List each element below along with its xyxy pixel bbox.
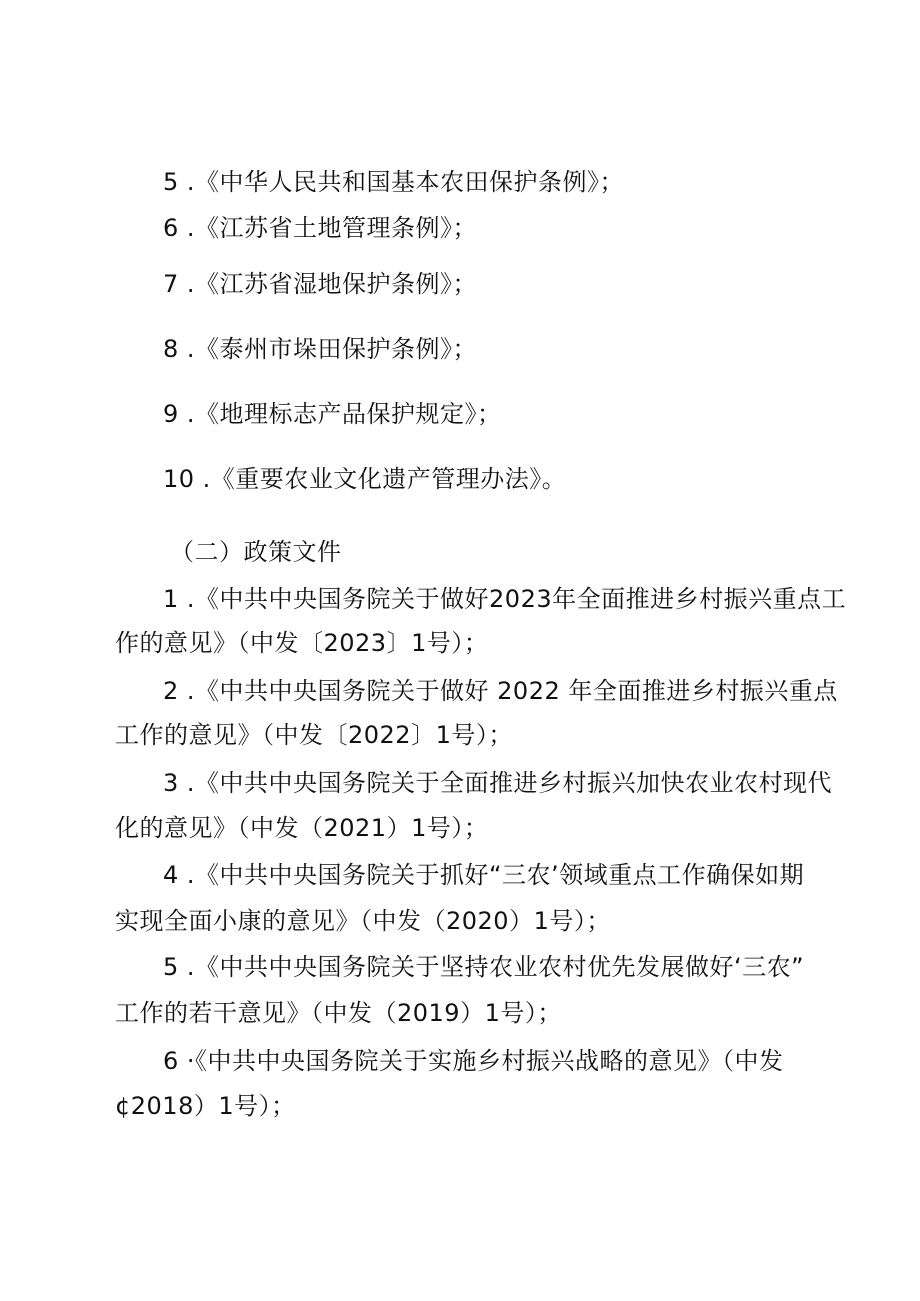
regulation-item-7: 7 .《江苏省湿地保护条例》； bbox=[163, 270, 478, 298]
policy-item-1-line-1: 1 .《中共中央国务院关于做好2023年全面推进乡村振兴重点工 bbox=[163, 585, 847, 613]
policy-item-5-line-2: 工作的若干意见》（中发（2019）1号）； bbox=[115, 999, 562, 1027]
regulation-item-9: 9 .《地理标志产品保护规定》； bbox=[163, 400, 502, 428]
section-heading: （二）政策文件 bbox=[170, 538, 342, 566]
policy-item-3-line-2: 化的意见》（中发（2021）1号）； bbox=[115, 814, 489, 842]
policy-item-4-line-2: 实现全面小康的意见》（中发（2020）1号）； bbox=[115, 907, 611, 935]
policy-item-3-line-1: 3 .《中共中央国务院关于全面推进乡村振兴加快农业农村现代 bbox=[163, 769, 833, 797]
policy-item-6-line-2: ¢2018）1号）； bbox=[115, 1092, 296, 1120]
policy-item-1-line-2: 作的意见》（中发〔2023〕1号）； bbox=[115, 629, 489, 657]
policy-item-2-line-1: 2 .《中共中央国务院关于做好 2022 年全面推进乡村振兴重点 bbox=[163, 677, 838, 705]
policy-item-5-line-1: 5 .《中共中央国务院关于坚持农业农村优先发展做好‘三农” bbox=[163, 953, 805, 981]
policy-item-2-line-2: 工作的意见》（中发〔2022〕1号）； bbox=[115, 721, 513, 749]
regulation-item-8: 8 .《泰州市垛田保护条例》； bbox=[163, 335, 478, 363]
policy-item-4-line-1: 4 .《中共中央国务院关于抓好“三农’领域重点工作确保如期 bbox=[163, 861, 805, 889]
policy-item-6-line-1: 6 ·《中共中央国务院关于实施乡村振兴战略的意见》（中发 bbox=[163, 1047, 784, 1075]
regulation-item-10: 10 .《重要农业文化遗产管理办法》。 bbox=[163, 465, 567, 493]
regulation-item-6: 6 .《江苏省土地管理条例》； bbox=[163, 214, 478, 242]
regulation-item-5: 5 .《中华人民共和国基本农田保护条例》； bbox=[163, 168, 625, 196]
